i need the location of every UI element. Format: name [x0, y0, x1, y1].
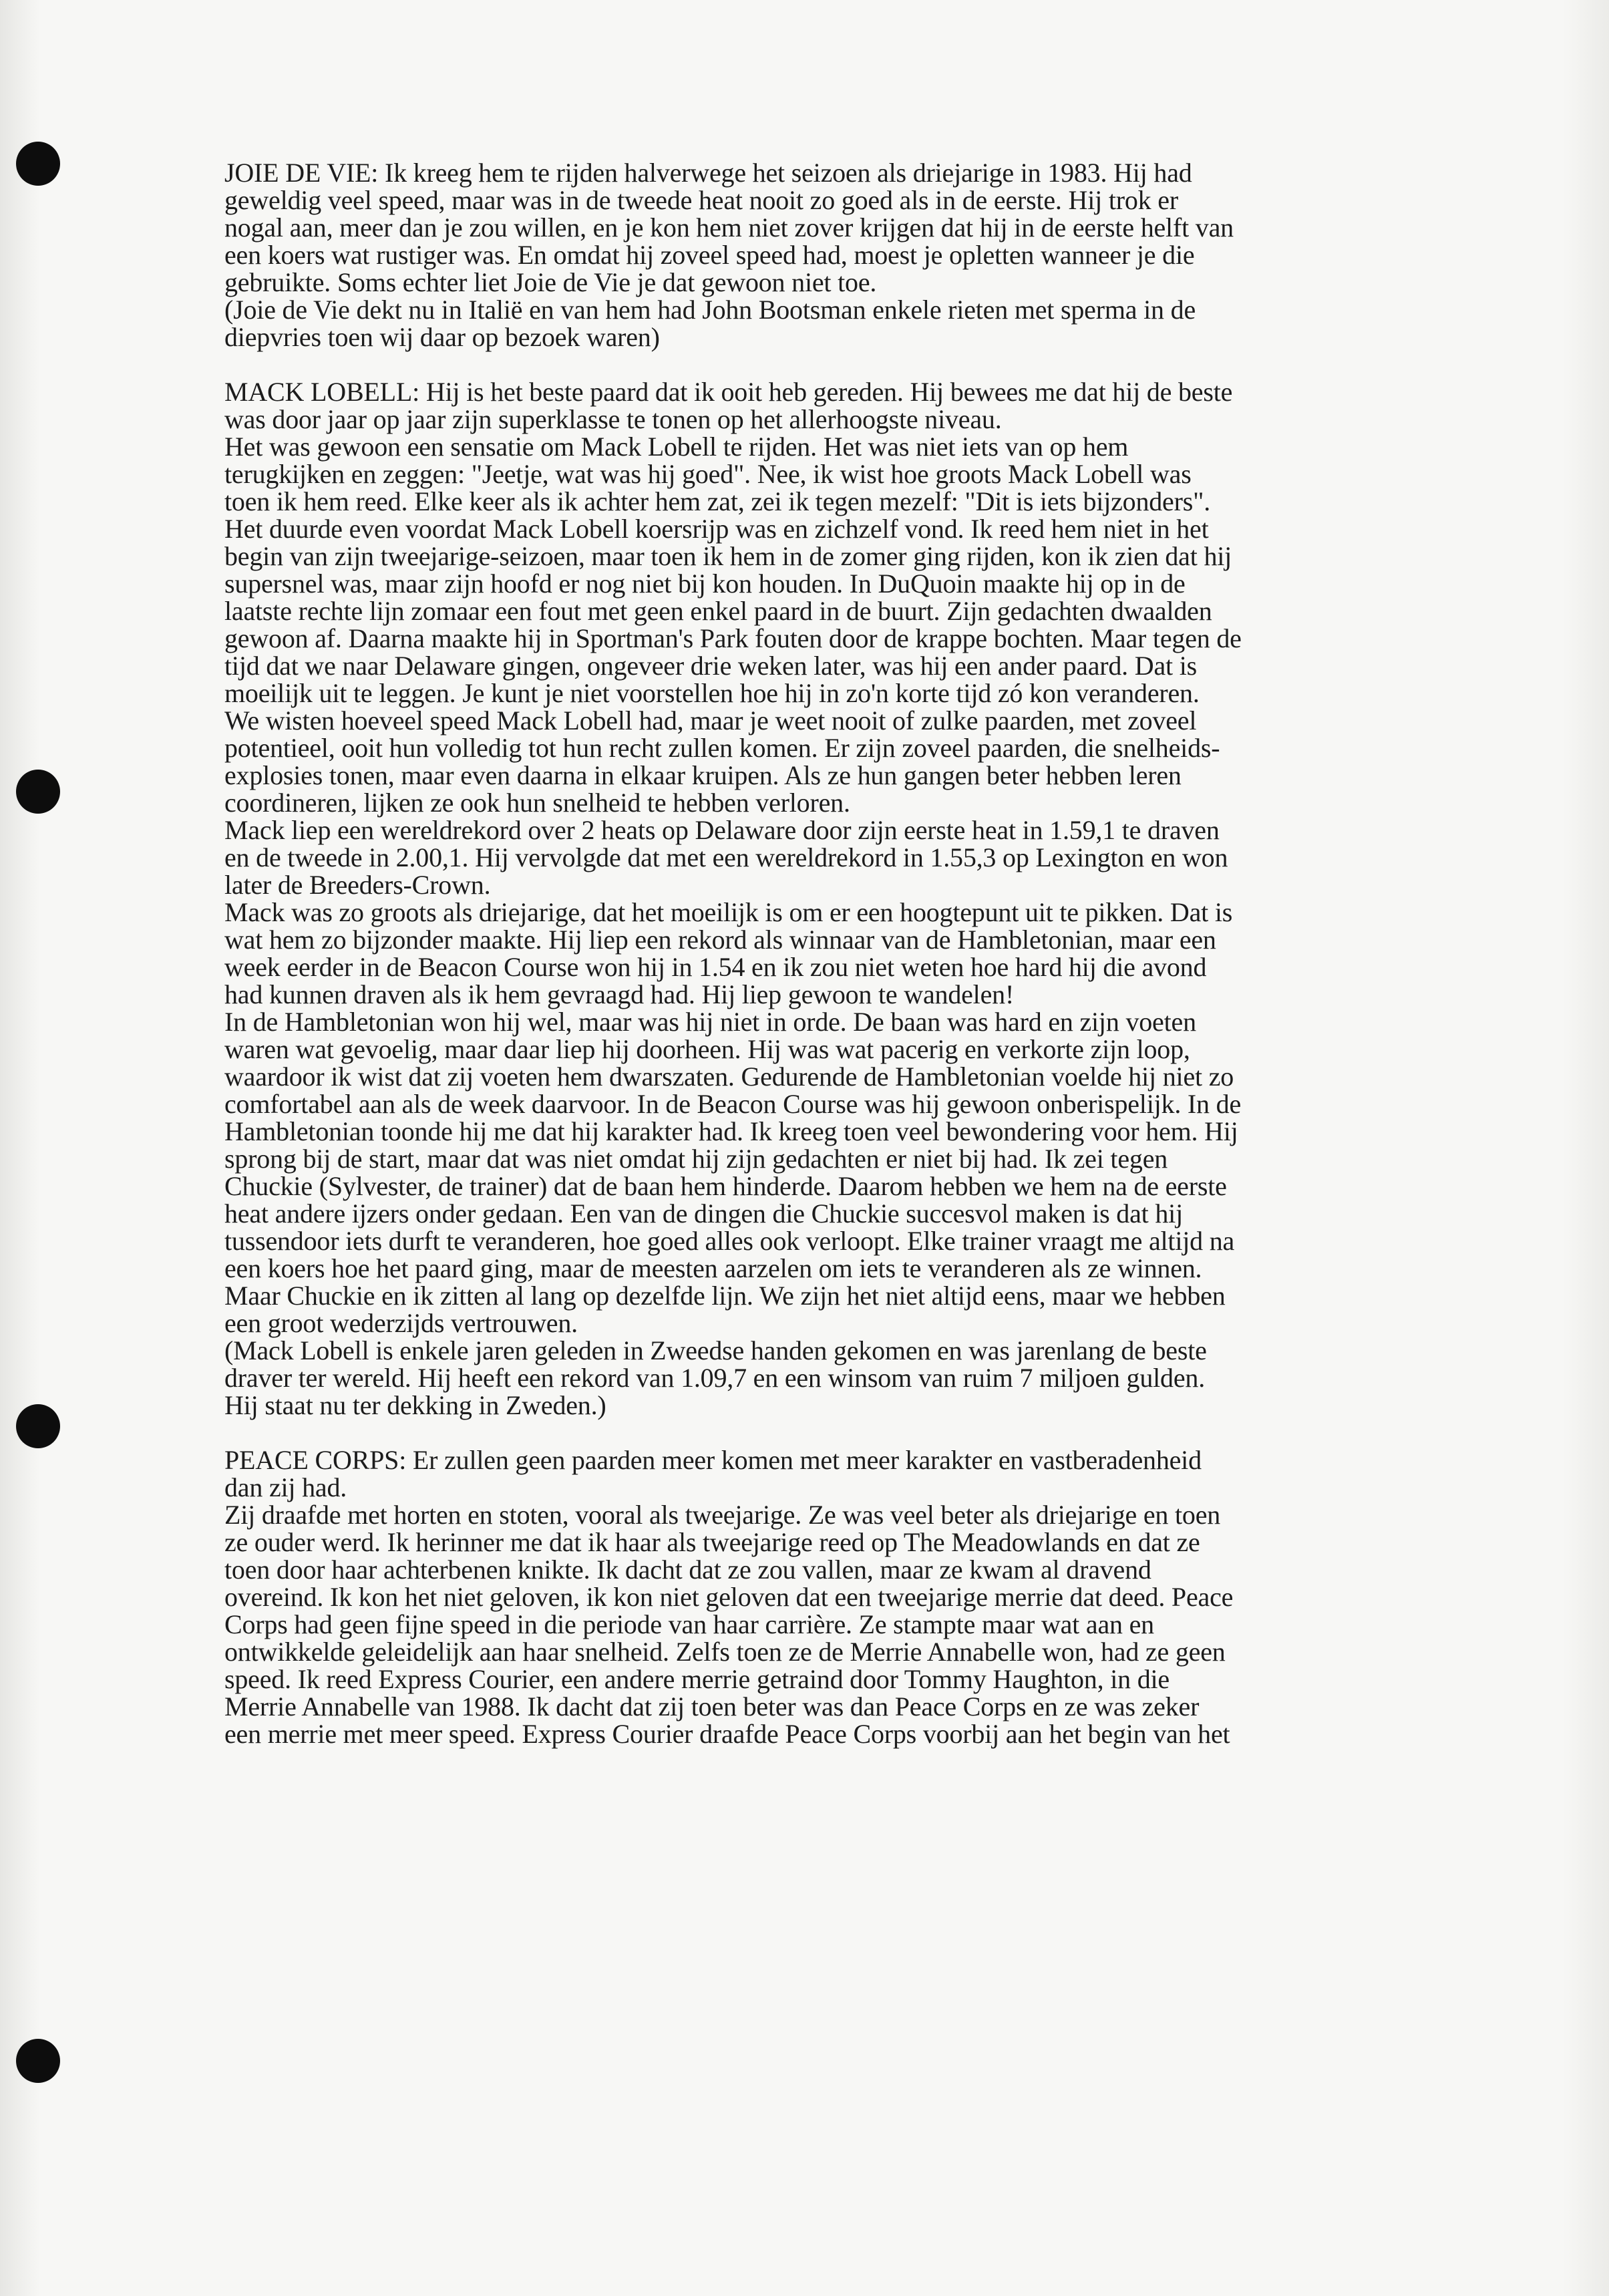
document-body	[224, 159, 1513, 1775]
text-line: was door jaar op jaar zijn superklasse te tonen op het allerhoogste niveau.	[224, 404, 1002, 434]
text-line: sprong bij de start, maar dat was niet omdat hij zijn gedachten er niet bij had. Ik zei tegen	[224, 1144, 1168, 1174]
text-line: (Mack Lobell is enkele jaren geleden in Zweedse handen gekomen en was jarenlang de beste	[224, 1335, 1207, 1365]
text-line: laatste rechte lijn zomaar een fout met geen enkel paard in de buurt. Zijn gedachten dwaalden	[224, 596, 1212, 626]
punch-hole	[16, 1404, 60, 1448]
text-line: wat hem zo bijzonder maakte. Hij liep een rekord als winnaar van de Hambletonian, maar een	[224, 925, 1216, 955]
text-line: Mack liep een wereldrekord over 2 heats op Delaware door zijn eerste heat in 1.59,1 te draven	[224, 815, 1220, 845]
text-line: MACK LOBELL: Hij is het beste paard dat ik ooit heb gereden. Hij bewees me dat hij de beste	[224, 377, 1233, 407]
text-line: explosies tonen, maar even daarna in elkaar kruipen. Als ze hun gangen beter hebben leren	[224, 760, 1182, 790]
text-line: nogal aan, meer dan je zou willen, en je kon hem niet zover krijgen dat hij in de eerste helft van	[224, 212, 1234, 242]
text-line: Het was gewoon een sensatie om Mack Lobell te rijden. Het was niet iets van op hem	[224, 432, 1129, 462]
paragraph-mack-lobell	[224, 378, 1513, 1419]
text-line: Het duurde even voordat Mack Lobell koersrijp was en zichzelf vond. Ik reed hem niet in het	[224, 514, 1209, 544]
punch-hole	[16, 142, 60, 186]
text-line: heat andere ijzers onder gedaan. Een van de dingen die Chuckie succesvol maken is dat hij	[224, 1198, 1183, 1228]
text-line: Mack was zo groots als driejarige, dat het moeilijk is om er een hoogtepunt uit te pikken. Dat is	[224, 897, 1233, 927]
text-line: Maar Chuckie en ik zitten al lang op dezelfde lijn. We zijn het niet altijd eens, maar we hebben	[224, 1281, 1226, 1311]
text-line: speed. Ik reed Express Courier, een andere merrie getraind door Tommy Haughton, in die	[224, 1664, 1170, 1694]
text-line: toen ik hem reed. Elke keer als ik achter hem zat, zei ik tegen mezelf: "Dit is iets bijzonders".	[224, 486, 1211, 516]
text-line: tijd dat we naar Delaware gingen, ongeveer drie weken later, was hij een ander paard. Dat is	[224, 651, 1198, 681]
text-line: ontwikkelde geleidelijk aan haar snelheid. Zelfs toen ze de Merrie Annabelle won, had ze geen	[224, 1637, 1226, 1667]
text-line: JOIE DE VIE: Ik kreeg hem te rijden halverwege het seizoen als driejarige in 1983. Hij had	[224, 158, 1192, 188]
punch-hole	[16, 770, 60, 814]
text-line: We wisten hoeveel speed Mack Lobell had, maar je weet nooit of zulke paarden, met zoveel	[224, 705, 1197, 735]
text-line: Hambletonian toonde hij me dat hij karakter had. Ik kreeg toen veel bewondering voor hem. Hij	[224, 1116, 1238, 1146]
text-line: een groot wederzijds vertrouwen.	[224, 1308, 578, 1338]
text-line: Hij staat nu ter dekking in Zweden.)	[224, 1390, 606, 1420]
text-line: een merrie met meer speed. Express Courier draafde Peace Corps voorbij aan het begin van het	[224, 1719, 1230, 1749]
text-line: draver ter wereld. Hij heeft een rekord van 1.09,7 en een winsom van ruim 7 miljoen gulden.	[224, 1363, 1205, 1393]
text-line: later de Breeders-Crown.	[224, 870, 491, 900]
text-line: een koers hoe het paard ging, maar de meesten aarzelen om iets te veranderen als ze winnen.	[224, 1253, 1202, 1283]
text-line: Corps had geen fijne speed in die periode van haar carrière. Ze stampte maar wat aan en	[224, 1609, 1154, 1639]
text-line: gebruikte. Soms echter liet Joie de Vie je dat gewoon niet toe.	[224, 267, 877, 297]
text-line: In de Hambletonian won hij wel, maar was hij niet in orde. De baan was hard en zijn voeten	[224, 1007, 1196, 1037]
text-line: moeilijk uit te leggen. Je kunt je niet voorstellen hoe hij in zo'n korte tijd zó kon veranderen.	[224, 678, 1200, 708]
text-line: toen door haar achterbenen knikte. Ik dacht dat ze zou vallen, maar ze kwam al dravend	[224, 1554, 1151, 1585]
text-line: ze ouder werd. Ik herinner me dat ik haar als tweejarige reed op The Meadowlands en dat ze	[224, 1527, 1200, 1557]
paragraph-joie-de-vie	[224, 159, 1513, 351]
text-line: terugkijken en zeggen: "Jeetje, wat was hij goed". Nee, ik wist hoe groots Mack Lobell was	[224, 459, 1192, 489]
text-line: (Joie de Vie dekt nu in Italië en van hem had John Bootsman enkele rieten met sperma in de	[224, 295, 1196, 325]
punch-hole	[16, 2039, 60, 2083]
text-line: had kunnen draven als ik hem gevraagd had. Hij liep gewoon te wandelen!	[224, 979, 1015, 1009]
text-line: Merrie Annabelle van 1988. Ik dacht dat zij toen beter was dan Peace Corps en ze was zeker	[224, 1691, 1200, 1721]
paragraph-peace-corps	[224, 1446, 1513, 1748]
text-line: geweldig veel speed, maar was in de tweede heat nooit zo goed als in de eerste. Hij trok er	[224, 185, 1178, 215]
text-line: waardoor ik wist dat zij voeten hem dwarszaten. Gedurende de Hambletonian voelde hij niet zo	[224, 1061, 1234, 1092]
text-line: en de tweede in 2.00,1. Hij vervolgde dat met een wereldrekord in 1.55,3 op Lexington en won	[224, 842, 1228, 872]
text-line: dan zij had.	[224, 1472, 347, 1502]
text-line: coordineren, lijken ze ook hun snelheid te hebben verloren.	[224, 788, 850, 818]
text-line: PEACE CORPS: Er zullen geen paarden meer komen met meer karakter en vastberadenheid	[224, 1445, 1202, 1475]
text-line: supersnel was, maar zijn hoofd er nog niet bij kon houden. In DuQuoin maakte hij op in de	[224, 568, 1186, 599]
text-line: tussendoor iets durft te veranderen, hoe goed alles ook verloopt. Elke trainer vraagt me altijd na	[224, 1226, 1235, 1256]
text-line: Zij draafde met horten en stoten, vooral als tweejarige. Ze was veel beter als driejarige en toen	[224, 1500, 1221, 1530]
text-line: begin van zijn tweejarige-seizoen, maar toen ik hem in de zomer ging rijden, kon ik zien dat hij	[224, 541, 1232, 571]
text-line: overeind. Ik kon het niet geloven, ik kon niet geloven dat een tweejarige merrie dat deed. Peace	[224, 1582, 1234, 1612]
text-line: comfortabel aan als de week daarvoor. In de Beacon Course was hij gewoon onberispelijk. In de	[224, 1089, 1242, 1119]
text-line: week eerder in de Beacon Course won hij in 1.54 en ik zou niet weten hoe hard hij die avond	[224, 952, 1207, 982]
text-line: waren wat gevoelig, maar daar liep hij doorheen. Hij was wat pacerig en verkorte zijn loop,	[224, 1034, 1190, 1064]
text-line: een koers wat rustiger was. En omdat hij zoveel speed had, moest je opletten wanneer je die	[224, 240, 1195, 270]
text-line: gewoon af. Daarna maakte hij in Sportman's Park fouten door de krappe bochten. Maar tegen de	[224, 623, 1242, 653]
text-line: Chuckie (Sylvester, de trainer) dat de baan hem hinderde. Daarom hebben we hem na de eerste	[224, 1171, 1227, 1201]
text-line: diepvries toen wij daar op bezoek waren)	[224, 322, 660, 352]
text-line: potentieel, ooit hun volledig tot hun recht zullen komen. Er zijn zoveel paarden, die snelheids-	[224, 733, 1220, 763]
